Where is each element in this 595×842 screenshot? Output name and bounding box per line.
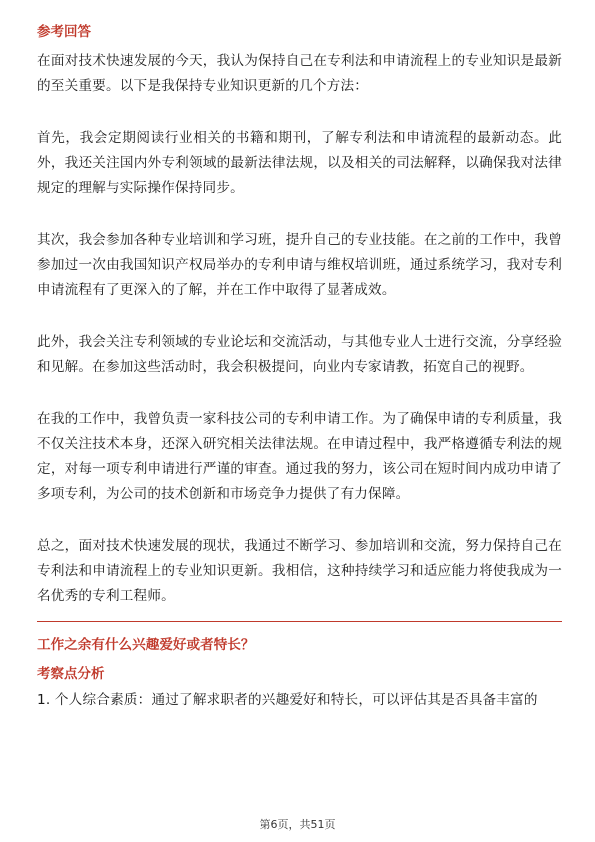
analysis-list-item: 1. 个人综合素质：通过了解求职者的兴趣爱好和特长，可以评估其是否具备丰富的 — [37, 692, 538, 708]
answer-paragraph-summary: 总之，面对技术快速发展的现状，我通过不断学习、参加培训和交流，努力保持自己在专利法和申请流程上的专业知识更新。我相信，这种持续学习和适应能力将使我成为一名优秀的专利工程师。 — [37, 538, 562, 604]
answer-paragraph-first: 首先，我会定期阅读行业相关的书籍和期刊，了解专利法和申请流程的最新动态。此外，我还关注国内外专利领域的最新法律法规，以及相关的司法解释，以确保我对法律规定的理解与实际操作保持同步。 — [37, 130, 562, 196]
question-heading: 工作之余有什么兴趣爱好或者特长？ — [37, 637, 255, 653]
answer-paragraph-intro: 在面对技术快速发展的今天，我认为保持自己在专利法和申请流程上的专业知识是最新的至关重要。以下是我保持专业知识更新的几个方法： — [37, 53, 562, 94]
document-page — [37, 22, 562, 713]
answer-heading: 参考回答 — [37, 24, 91, 40]
answer-paragraph-experience: 在我的工作中，我曾负责一家科技公司的专利申请工作。为了确保申请的专利质量，我不仅关注技术本身，还深入研究相关法律法规。在申请过程中，我严格遵循专利法的规定，对每一项专利申请进行严谨的审查。通过我的努力，该公司在短时间内成功申请了多项专利，为公司的技术创新和市场竞争力提供了有力保障。 — [37, 411, 562, 502]
page-footer: 第6页，共51页 — [259, 818, 336, 831]
section-divider — [37, 621, 562, 622]
answer-paragraph-second: 其次，我会参加各种专业培训和学习班，提升自己的专业技能。在之前的工作中，我曾参加过一次由我国知识产权局举办的专利申请与维权培训班，通过系统学习，我对专利申请流程有了更深入的了解，并在工作中取得了显著成效。 — [37, 232, 562, 298]
answer-paragraph-forums: 此外，我会关注专利领域的专业论坛和交流活动，与其他专业人士进行交流，分享经验和见解。在参加这些活动时，我会积极提问，向业内专家请教，拓宽自己的视野。 — [37, 334, 562, 375]
analysis-heading: 考察点分析 — [37, 666, 105, 682]
